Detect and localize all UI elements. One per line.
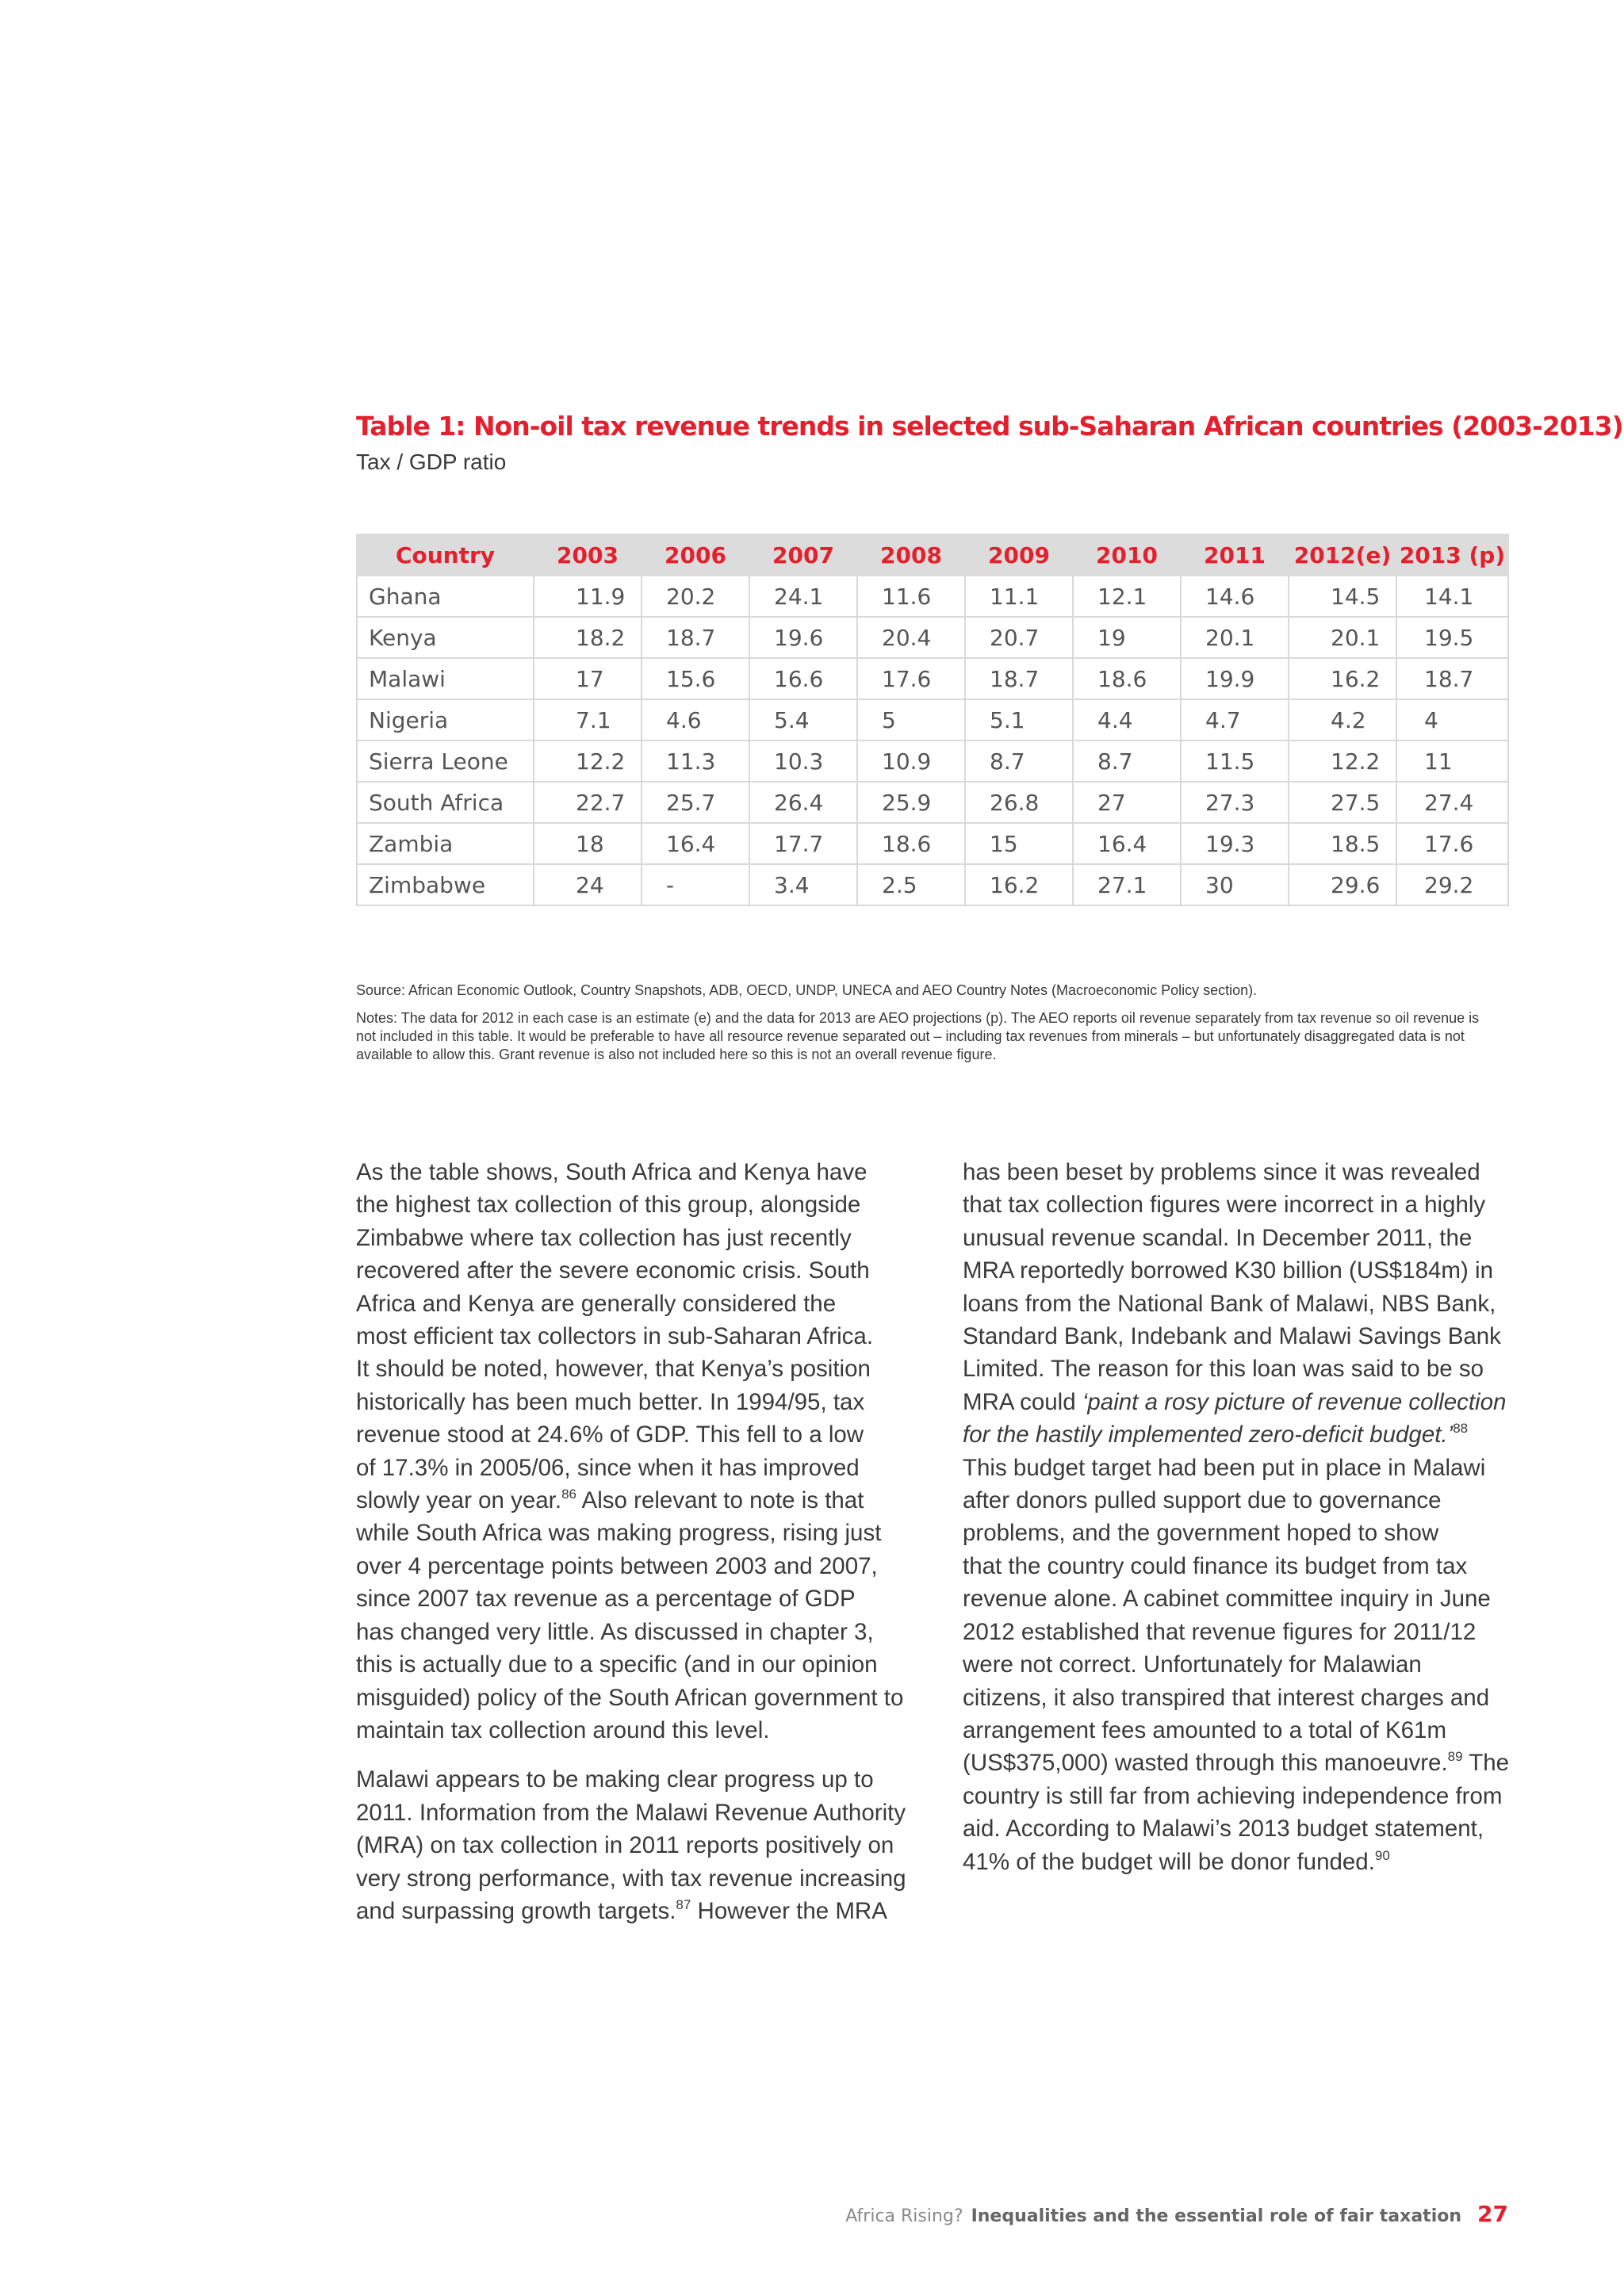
text-line: It should be noted, however, that Kenya’s position [356,1356,871,1383]
text-line: slowly year on year. [356,1487,562,1514]
value-cell: 19.5 [1396,617,1508,658]
value-cell: 12.1 [1073,576,1181,617]
value-cell: 16.2 [965,864,1073,905]
quote-text: ‘paint a rosy picture of revenue collection [1082,1388,1507,1415]
value-cell: 26.4 [749,782,857,823]
value-cell: 18.7 [642,617,749,658]
footnote-ref: 86 [561,1487,576,1502]
value-cell: 29.6 [1289,864,1396,905]
value-cell: 17.6 [857,658,965,699]
text-line: (MRA) on tax collection in 2011 reports positively on [356,1832,894,1859]
text-line: misguided) policy of the South African government to [356,1684,904,1711]
value-cell: 24 [534,864,642,905]
value-cell: 14.1 [1396,576,1508,617]
value-cell: 20.1 [1289,617,1396,658]
value-cell: 18 [534,823,642,864]
text-line: of 17.3% in 2005/06, since when it has improved [356,1454,860,1481]
text-line: that tax collection figures were incorrect in a highly [963,1192,1486,1219]
header-cell: 2009 [965,534,1073,576]
value-cell: 11.6 [857,576,965,617]
text-line: This budget target had been put in place in Malawi [963,1454,1486,1481]
paragraph [356,1763,911,1927]
value-cell: 22.7 [534,782,642,823]
value-cell: 27.1 [1073,864,1181,905]
text-line: However the MRA [691,1897,887,1924]
value-cell: 15.6 [642,658,749,699]
table-row [357,658,1508,699]
text-line: revenue alone. A cabinet committee inquiry in June [963,1586,1491,1613]
value-cell: 8.7 [1073,740,1181,782]
table-title: Table 1: Non-oil tax revenue trends in selected sub-Saharan African countries (2003-2013) [356,411,1623,442]
value-cell: 5 [857,699,965,740]
text-line: very strong performance, with tax revenue increasing [356,1865,906,1892]
page-footer [845,2201,1508,2227]
value-cell: 18.7 [1396,658,1508,699]
body-column-right [963,1156,1518,1878]
header-cell: 2013 (p) [1396,534,1508,576]
footnote-ref: 89 [1447,1749,1463,1765]
value-cell: 11 [1396,740,1508,782]
country-cell: South Africa [357,782,534,823]
value-cell: 18.6 [857,823,965,864]
paragraph [963,1156,1518,1878]
value-cell: 30 [1181,864,1289,905]
country-cell: Zimbabwe [357,864,534,905]
text-line: country is still far from achieving independence from [963,1782,1503,1809]
value-cell: 15 [965,823,1073,864]
text-line: revenue stood at 24.6% of GDP. This fell to a low [356,1422,864,1448]
value-cell: 11.5 [1181,740,1289,782]
text-line: while South Africa was making progress, rising just [356,1520,882,1547]
value-cell: 5.4 [749,699,857,740]
text-line: over 4 percentage points between 2003 and 2007, [356,1552,878,1579]
table-header-row [357,534,1508,576]
value-cell: 17.6 [1396,823,1508,864]
text-line: 2012 established that revenue figures for 2011/12 [963,1618,1477,1645]
country-cell: Ghana [357,576,534,617]
text-line: maintain tax collection around this level. [356,1716,770,1743]
footnote-ref: 87 [676,1896,691,1912]
table-row [357,740,1508,782]
text-line: since 2007 tax revenue as a percentage of GDP [356,1586,856,1613]
value-cell: 19.3 [1181,823,1289,864]
value-cell: 19.6 [749,617,857,658]
value-cell: 17.7 [749,823,857,864]
value-cell: 14.5 [1289,576,1396,617]
text-line: the highest tax collection of this group, alongside [356,1192,861,1219]
value-cell: 20.4 [857,617,965,658]
value-cell: 3.4 [749,864,857,905]
value-cell: 27.5 [1289,782,1396,823]
country-cell: Zambia [357,823,534,864]
text-line: citizens, it also transpired that interest charges and [963,1684,1490,1711]
header-cell: 2010 [1073,534,1181,576]
value-cell: 18.6 [1073,658,1181,699]
value-cell: 20.1 [1181,617,1289,658]
paragraph [356,1156,911,1747]
table-subtitle: Tax / GDP ratio [356,450,507,474]
value-cell: 19.9 [1181,658,1289,699]
value-cell: 25.9 [857,782,965,823]
text-line: (US$375,000) wasted through this manoeuvre. [963,1750,1448,1777]
table-row [357,864,1508,905]
text-line: has changed very little. As discussed in chapter 3, [356,1618,874,1645]
text-line: that the country could finance its budget from tax [963,1552,1468,1579]
header-cell: Country [357,534,534,576]
header-cell: 2008 [857,534,965,576]
text-line: MRA reportedly borrowed K30 billion (US$184m) in [963,1257,1493,1284]
table-row [357,699,1508,740]
page-number: 27 [1477,2201,1508,2227]
footnote-ref: 90 [1374,1847,1390,1863]
value-cell: 29.2 [1396,864,1508,905]
country-cell: Kenya [357,617,534,658]
value-cell: 7.1 [534,699,642,740]
table-source: Source: African Economic Outlook, Country Snapshots, ADB, OECD, UNDP, UNECA and AEO Country Notes (Macroeconomic Policy section). [356,982,1258,998]
value-cell: 8.7 [965,740,1073,782]
header-cell: 2012(e) [1289,534,1396,576]
value-cell: 16.2 [1289,658,1396,699]
table-row [357,782,1508,823]
value-cell: 4.4 [1073,699,1181,740]
text-line: this is actually due to a specific (and in our opinion [356,1651,878,1678]
text-line: historically has been much better. In 1994/95, tax [356,1388,865,1415]
tax-revenue-table [356,534,1509,906]
text-line: and surpassing growth targets. [356,1897,676,1924]
value-cell: 4 [1396,699,1508,740]
value-cell: 11.9 [534,576,642,617]
publication-subtitle: Inequalities and the essential role of fair taxation [971,2206,1462,2226]
value-cell: 17 [534,658,642,699]
text-line: Also relevant to note is that [576,1487,864,1514]
value-cell: 4.6 [642,699,749,740]
value-cell: 4.7 [1181,699,1289,740]
value-cell: 27.3 [1181,782,1289,823]
table-row [357,617,1508,658]
header-cell: 2003 [534,534,642,576]
header-cell: 2011 [1181,534,1289,576]
value-cell: 25.7 [642,782,749,823]
text-line: most efficient tax collectors in sub-Saharan Africa. [356,1323,874,1350]
text-line: Africa and Kenya are generally considered the [356,1290,837,1317]
country-cell: Sierra Leone [357,740,534,782]
country-cell: Nigeria [357,699,534,740]
value-cell: 16.4 [642,823,749,864]
country-cell: Malawi [357,658,534,699]
text-line: arrangement fees amounted to a total of K61m [963,1716,1447,1743]
text-line: aid. According to Malawi’s 2013 budget statement, [963,1816,1484,1843]
text-line: Standard Bank, Indebank and Malawi Savings Bank [963,1323,1501,1350]
text-line: loans from the National Bank of Malawi, NBS Bank, [963,1290,1496,1317]
value-cell: 2.5 [857,864,965,905]
text-line: 2011. Information from the Malawi Revenue Authority [356,1799,906,1826]
text-line: were not correct. Unfortunately for Malawian [963,1651,1422,1678]
value-cell: 12.2 [1289,740,1396,782]
text-line: Limited. The reason for this loan was said to be so [963,1356,1484,1383]
value-cell: 10.9 [857,740,965,782]
header-cell: 2006 [642,534,749,576]
value-cell: - [642,864,749,905]
value-cell: 19 [1073,617,1181,658]
table-row [357,823,1508,864]
quote-text: for the hastily implemented zero-deficit budget.’ [963,1422,1454,1448]
value-cell: 26.8 [965,782,1073,823]
value-cell: 16.4 [1073,823,1181,864]
header-cell: 2007 [749,534,857,576]
value-cell: 12.2 [534,740,642,782]
text-line: MRA could [963,1388,1082,1415]
value-cell: 11.1 [965,576,1073,617]
value-cell: 18.5 [1289,823,1396,864]
value-cell: 11.3 [642,740,749,782]
text-line: after donors pulled support due to governance [963,1487,1442,1514]
value-cell: 16.6 [749,658,857,699]
value-cell: 24.1 [749,576,857,617]
footnote-ref: 88 [1453,1421,1469,1437]
text-line: has been beset by problems since it was revealed [963,1159,1480,1185]
body-column-left [356,1156,911,1927]
text-line: 41% of the budget will be donor funded. [963,1848,1375,1875]
value-cell: 20.2 [642,576,749,617]
value-cell: 27.4 [1396,782,1508,823]
text-line: Zimbabwe where tax collection has just recently [356,1224,852,1251]
text-line: problems, and the government hoped to show [963,1520,1439,1547]
value-cell: 27 [1073,782,1181,823]
value-cell: 5.1 [965,699,1073,740]
text-line: recovered after the severe economic crisis. South [356,1257,870,1284]
table-notes: Notes: The data for 2012 in each case is an estimate (e) and the data for 2013 are AEO projections (p). The AEO reports oil revenue separately from tax revenue so oil revenue is not included in this table. It would be preferable to have all resource revenue separated out – including tax revenues from minerals – but unfortunately disaggregated data is not available to allow this. Grant revenue is also not included here so this is not an overall revenue figure. [356,1010,1480,1062]
text-line: As the table shows, South Africa and Kenya have [356,1159,868,1185]
text-line: unusual revenue scandal. In December 2011, the [963,1224,1473,1251]
publication-title: Africa Rising? [845,2206,963,2226]
value-cell: 14.6 [1181,576,1289,617]
table-row [357,576,1508,617]
value-cell: 18.7 [965,658,1073,699]
value-cell: 4.2 [1289,699,1396,740]
text-line: Malawi appears to be making clear progress up to [356,1766,874,1793]
text-line: The [1462,1750,1510,1777]
value-cell: 18.2 [534,617,642,658]
value-cell: 10.3 [749,740,857,782]
value-cell: 20.7 [965,617,1073,658]
